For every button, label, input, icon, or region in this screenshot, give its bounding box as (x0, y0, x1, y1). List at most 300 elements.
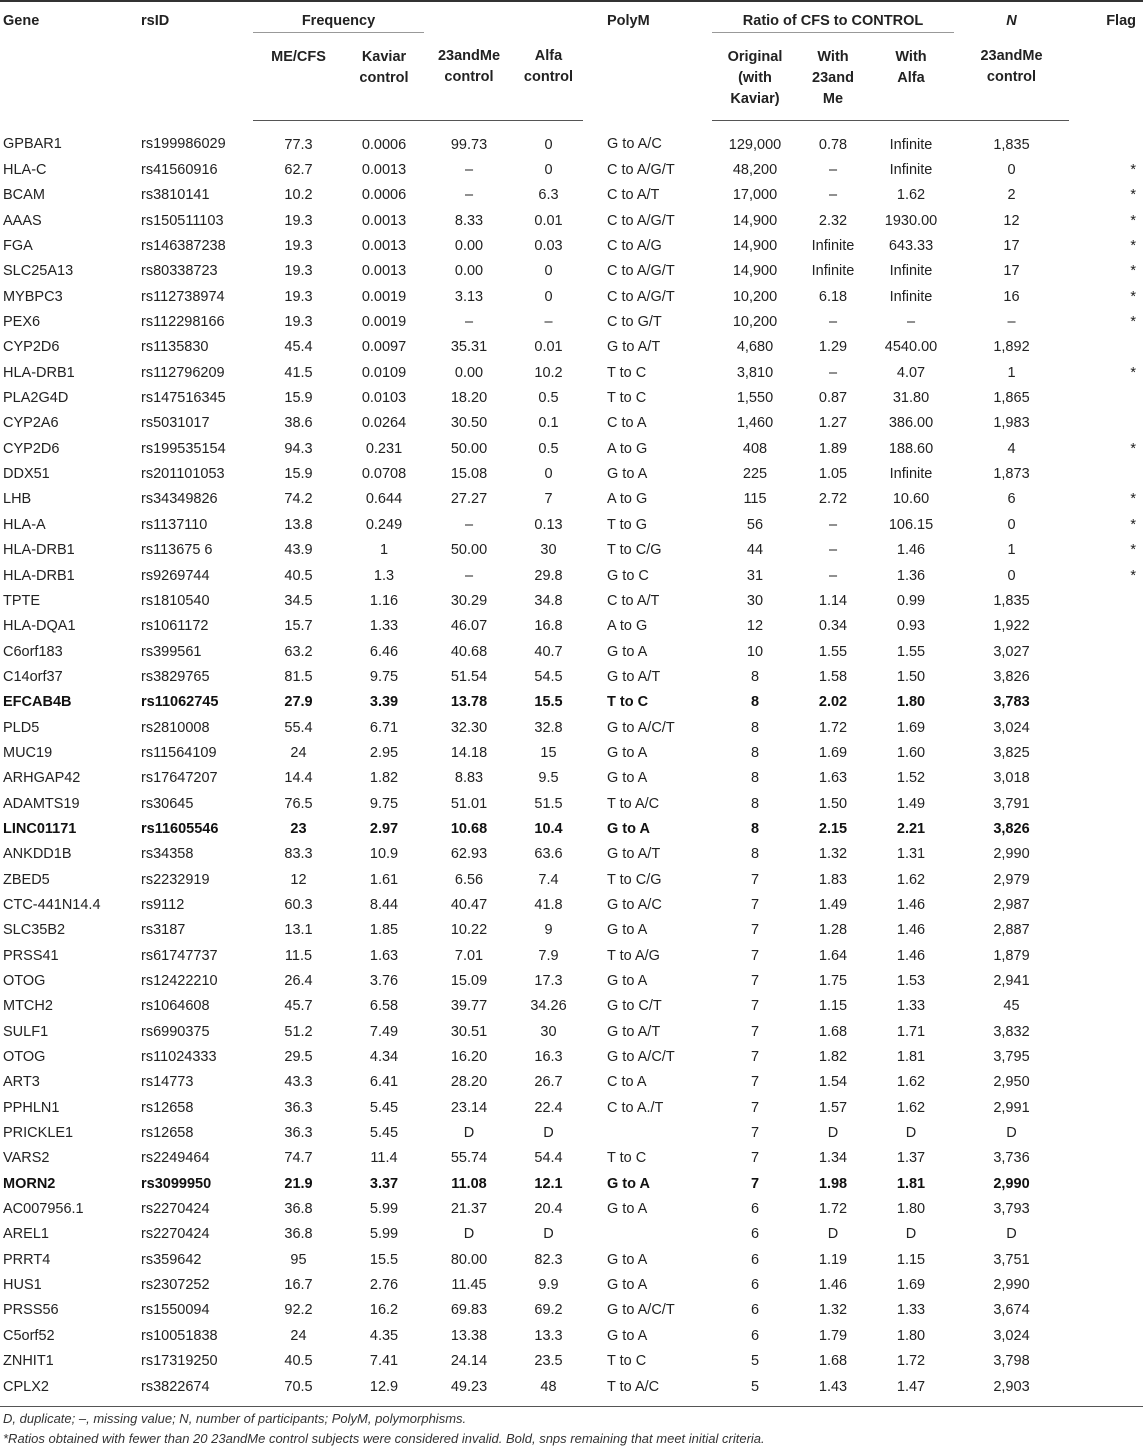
cell-me-cfs: 11.5 (284, 947, 313, 964)
cell-alfa: 51.5 (534, 795, 563, 812)
cell-flag: * (1130, 567, 1136, 584)
cell-gene: ZNHIT1 (3, 1353, 54, 1370)
cell-polym: G to A (607, 770, 648, 787)
cell-n: 45 (1003, 998, 1020, 1015)
cell-original: 5 (712, 1374, 798, 1406)
cell-rsid: rs199535154 (141, 440, 226, 457)
cell-23andme: 0.00 (454, 238, 484, 255)
cell-alfa: D (543, 1226, 554, 1243)
cell-alfa: 29.8 (534, 567, 563, 584)
cell-original: 5 (750, 1353, 760, 1370)
cell-polym (583, 1121, 712, 1146)
cell-me-cfs: 10.2 (284, 187, 313, 204)
cell-flag (1069, 1273, 1143, 1298)
cell-rsid: rs1810540 (141, 592, 210, 609)
cell-n: 4 (1007, 440, 1016, 457)
cell-gene: C6orf183 (3, 643, 63, 660)
cell-alfa: 0.01 (534, 212, 563, 229)
cell-me-cfs: 15.9 (284, 466, 313, 483)
cell-gene: ANKDD1B (3, 846, 72, 863)
cell-original: 1,460 (736, 415, 774, 432)
cell-original: 8 (750, 846, 760, 863)
cell-with-23andme: 1.43 (798, 1374, 868, 1406)
cell-kaviar: 0.0013 (361, 212, 407, 229)
cell-rsid: rs10051838 (141, 1327, 218, 1344)
cell-alfa: 30 (540, 1023, 557, 1040)
cell-flag: * (1130, 162, 1136, 179)
cell-with-alfa: 1.55 (896, 643, 926, 660)
cell-with-alfa: 1.50 (896, 668, 926, 685)
cell-with-23andme: 1.64 (818, 947, 848, 964)
cell-alfa: 9 (544, 922, 553, 939)
cell-polym: G to A (607, 820, 650, 837)
cell-polym: T to C (607, 694, 649, 711)
cell-rsid: rs2307252 (141, 1277, 210, 1294)
cell-with-23andme: 1.27 (818, 415, 848, 432)
header-gene: Gene (3, 13, 40, 29)
cell-with-alfa: – (906, 314, 916, 331)
cell-23andme: – (464, 314, 474, 331)
cell-me-cfs: 81.5 (284, 668, 313, 685)
cell-polym: G to A (607, 922, 648, 939)
cell-flag (1069, 741, 1143, 766)
cell-kaviar: 2.95 (369, 744, 399, 761)
cell-rsid: rs11024333 (141, 1049, 217, 1066)
cell-polym: C to A/G/T (607, 288, 675, 305)
cell-n: 12 (1003, 212, 1020, 229)
cell-original: 8 (750, 719, 760, 736)
cell-kaviar: 7.49 (369, 1023, 399, 1040)
cell-alfa: 41.8 (534, 896, 563, 913)
cell-with-alfa: 1.81 (896, 1049, 926, 1066)
table-row (0, 310, 1143, 335)
cell-23andme: 35.31 (450, 339, 488, 356)
cell-kaviar: 0.249 (365, 516, 403, 533)
cell-kaviar: 1.33 (369, 618, 399, 635)
cell-gene: HLA-DQA1 (3, 618, 76, 635)
cell-with-alfa: 1.46 (896, 896, 926, 913)
cell-gene: ZBED5 (3, 871, 50, 888)
cell-with-23andme: 1.68 (818, 1023, 848, 1040)
cell-kaviar: 0.0013 (361, 238, 407, 255)
cell-rsid: rs12658 (141, 1099, 194, 1116)
cell-gene: MUC19 (3, 744, 53, 761)
cell-with-23andme: 1.19 (818, 1251, 848, 1268)
cell-polym: G to A (607, 1277, 648, 1294)
cell-with-alfa: 1.33 (896, 998, 926, 1015)
cell-me-cfs: 36.8 (284, 1226, 313, 1243)
cell-rsid: rs147516345 (141, 390, 226, 407)
cell-with-23andme: 2.02 (818, 694, 848, 711)
cell-original: 48,200 (732, 162, 778, 179)
cell-alfa: 0 (544, 162, 553, 179)
cell-n: 3,832 (993, 1023, 1030, 1040)
cell-gene: SLC25A13 (3, 263, 74, 280)
cell-flag (1069, 665, 1143, 690)
cell-polym: T to C/G (607, 871, 662, 888)
cell-alfa: 54.4 (534, 1150, 563, 1167)
cell-alfa: 7.4 (538, 871, 559, 888)
table-row (0, 589, 1143, 614)
cell-original: 6 (750, 1201, 760, 1218)
cell-me-cfs: 16.7 (284, 1277, 313, 1294)
cell-23andme: 69.83 (450, 1302, 488, 1319)
cell-kaviar: 3.76 (369, 973, 399, 990)
cell-rsid: rs3810141 (141, 187, 210, 204)
cell-alfa: 0.1 (538, 415, 559, 432)
cell-original: 56 (746, 516, 764, 533)
cell-with-23andme: 1.69 (818, 744, 848, 761)
cell-23andme: 99.73 (450, 136, 488, 153)
cell-alfa: – (544, 314, 553, 331)
table-header (0, 0, 1143, 120)
cell-gene: HLA-DRB1 (3, 364, 75, 381)
cell-me-cfs: 12 (290, 871, 307, 888)
cell-rsid: rs146387238 (141, 238, 226, 255)
cell-original: 6 (750, 1226, 760, 1243)
cell-original: 8 (750, 795, 760, 812)
cell-with-23andme: Infinite (811, 263, 855, 280)
cell-original: 7 (750, 998, 760, 1015)
cell-rsid: rs112796209 (141, 364, 225, 381)
table-row (0, 386, 1143, 411)
cell-rsid: rs1135830 (141, 339, 209, 356)
cell-with-alfa: 1.60 (896, 744, 926, 761)
cell-rsid: rs34358 (141, 846, 194, 863)
cell-original: 7 (750, 1175, 760, 1192)
header-with-23andme: With 23and Me (798, 32, 868, 120)
cell-23andme: 13.78 (450, 694, 488, 711)
cell-original: 7 (750, 1150, 760, 1167)
cell-kaviar: 16.2 (369, 1302, 399, 1319)
cell-23andme: 16.20 (450, 1049, 488, 1066)
header-with-alfa: With Alfa (868, 32, 954, 120)
cell-kaviar: 4.35 (369, 1327, 399, 1344)
cell-me-cfs: 34.5 (284, 592, 313, 609)
table-footnotes (3, 1409, 765, 1449)
cell-kaviar: 0.0097 (361, 339, 407, 356)
cell-me-cfs: 70.5 (253, 1374, 344, 1406)
cell-flag: * (1130, 491, 1136, 508)
cell-n: 3,018 (993, 770, 1030, 787)
cell-gene: ARHGAP42 (3, 770, 81, 787)
cell-original: 8 (750, 668, 760, 685)
cell-polym: G to A/T (607, 1023, 661, 1040)
cell-n: 3,826 (993, 668, 1030, 685)
cell-polym: T to A/C (583, 1374, 712, 1406)
cell-polym: C to A (607, 415, 647, 432)
cell-n: 2,990 (993, 846, 1030, 863)
cell-n: 3,791 (993, 795, 1030, 812)
table-row (0, 994, 1143, 1019)
cell-rsid: rs201101053 (141, 466, 225, 483)
table-row (0, 918, 1143, 943)
cell-with-alfa: 1.62 (896, 1074, 926, 1091)
cell-with-23andme: – (828, 314, 838, 331)
cell-me-cfs: 95 (290, 1251, 307, 1268)
cell-n: 2 (1007, 187, 1016, 204)
cell-gene: PRSS41 (3, 947, 59, 964)
cell-me-cfs: 43.3 (284, 1074, 313, 1091)
cell-with-23andme: 1.72 (818, 1201, 848, 1218)
cell-with-23andme: 2.32 (818, 212, 848, 229)
table-row (0, 1020, 1143, 1045)
cell-gene: TPTE (3, 592, 41, 609)
cell-23andme: 30.51 (450, 1023, 488, 1040)
cell-original: 7 (750, 1023, 760, 1040)
cell-rsid: rs2232919 (141, 871, 210, 888)
cell-gene: CYP2D6 (3, 339, 60, 356)
cell-n: 3,027 (993, 643, 1030, 660)
cell-flag (1069, 842, 1143, 867)
cell-kaviar: 0.0264 (361, 415, 407, 432)
header-me-cfs: ME/CFS (253, 32, 344, 120)
cell-flag (1069, 1020, 1143, 1045)
cell-with-alfa: Infinite (889, 136, 933, 153)
cell-with-alfa: 0.99 (896, 592, 926, 609)
cell-rsid: rs14773 (141, 1074, 194, 1091)
cell-23andme: 55.74 (450, 1150, 488, 1167)
table-row (0, 715, 1143, 740)
cell-n: 6 (1007, 491, 1016, 508)
cell-original: 129,000 (728, 136, 782, 153)
cell-with-alfa: 1.49 (896, 795, 926, 812)
table-row (0, 1096, 1143, 1121)
cell-gene: PRSS56 (3, 1302, 59, 1319)
cell-with-alfa: 1.80 (896, 1201, 926, 1218)
cell-flag (1069, 766, 1143, 791)
cell-23andme: 50.00 (450, 440, 488, 457)
cell-flag: * (1130, 288, 1136, 305)
cell-with-23andme: 1.29 (818, 339, 848, 356)
table-row (0, 791, 1143, 816)
cell-flag (1069, 1121, 1143, 1146)
cell-n: 3,795 (993, 1049, 1030, 1066)
cell-polym: A to G (607, 618, 648, 635)
cell-with-23andme: – (828, 162, 838, 179)
header-ratio: Ratio of CFS to CONTROL (712, 0, 954, 32)
table-row (0, 563, 1143, 588)
cell-kaviar: 12.9 (344, 1374, 424, 1406)
cell-with-23andme: 2.15 (818, 820, 848, 837)
cell-n: 0 (1007, 516, 1016, 533)
cell-23andme: – (464, 567, 474, 584)
cell-23andme: 32.30 (450, 719, 488, 736)
table-row (0, 1298, 1143, 1323)
cell-alfa: 23.5 (534, 1353, 563, 1370)
cell-n: 3,793 (993, 1201, 1030, 1218)
cell-flag (1069, 335, 1143, 360)
cell-n: 17 (1003, 238, 1020, 255)
cell-alfa: 10.4 (534, 820, 563, 837)
cell-me-cfs: 26.4 (284, 973, 313, 990)
cell-alfa: 0 (544, 288, 553, 305)
cell-me-cfs: 15.9 (284, 390, 313, 407)
cell-kaviar: 7.41 (369, 1353, 399, 1370)
cell-gene: BCAM (3, 187, 45, 204)
cell-with-23andme: 0.78 (818, 136, 848, 153)
cell-with-alfa: 1.62 (896, 1099, 926, 1116)
cell-gene: VARS2 (3, 1150, 50, 1167)
cell-me-cfs: 76.5 (284, 795, 313, 812)
cell-23andme: 8.33 (454, 212, 484, 229)
cell-me-cfs: 83.3 (284, 846, 313, 863)
cell-n: D (1006, 1125, 1017, 1142)
cell-with-23andme: Infinite (811, 238, 855, 255)
cell-with-alfa: 386.00 (888, 415, 934, 432)
cell-me-cfs: 21.9 (284, 1175, 313, 1192)
cell-23andme: 18.20 (450, 390, 488, 407)
cell-original: 3,810 (736, 364, 774, 381)
cell-23andme: 0.00 (454, 364, 484, 381)
cell-n: 2,990 (993, 1175, 1030, 1192)
cell-kaviar: 1.82 (369, 770, 399, 787)
cell-me-cfs: 74.7 (284, 1150, 313, 1167)
cell-polym: G to A/T (607, 846, 661, 863)
cell-gene: MYBPC3 (3, 288, 63, 305)
cell-me-cfs: 94.3 (284, 440, 313, 457)
cell-me-cfs: 24 (290, 1327, 307, 1344)
cell-original: 8 (750, 744, 760, 761)
cell-rsid: rs12422210 (141, 973, 218, 990)
header-flag: Flag (1106, 13, 1136, 29)
footnote-abbreviations: D, duplicate; –, missing value; N, number of participants; PolyM, polymorphisms. (3, 1411, 467, 1426)
cell-original: 8 (750, 694, 760, 711)
cell-n: 2,991 (993, 1099, 1030, 1116)
cell-gene: PEX6 (3, 314, 41, 331)
cell-me-cfs: 51.2 (284, 1023, 313, 1040)
table-row (0, 513, 1143, 538)
cell-original: 10,200 (732, 288, 778, 305)
cell-original: 8 (750, 770, 760, 787)
cell-flag: * (1130, 314, 1136, 331)
cell-polym: G to A (607, 1175, 650, 1192)
cell-gene: PRICKLE1 (3, 1125, 74, 1142)
cell-with-23andme: 0.34 (818, 618, 848, 635)
cell-with-23andme: – (828, 567, 838, 584)
cell-rsid: rs2270424 (141, 1226, 210, 1243)
cell-with-alfa: D (905, 1226, 917, 1243)
cell-gene: AAAS (3, 212, 42, 229)
table-row (0, 741, 1143, 766)
table-row (0, 259, 1143, 284)
cell-alfa: 10.2 (534, 364, 563, 381)
cell-alfa: 15 (540, 744, 557, 761)
cell-kaviar: 1.3 (373, 567, 395, 584)
cell-with-23andme: 1.32 (818, 1302, 848, 1319)
cell-flag (1069, 1070, 1143, 1095)
cell-n: 3,736 (993, 1150, 1030, 1167)
table-row (0, 335, 1143, 360)
cell-rsid: rs6990375 (141, 1023, 210, 1040)
cell-flag (1069, 690, 1143, 715)
header-n: N (1006, 13, 1017, 29)
cell-flag (1069, 589, 1143, 614)
cell-me-cfs: 14.4 (284, 770, 313, 787)
cell-kaviar: 1.61 (369, 871, 399, 888)
cell-alfa: 54.5 (534, 668, 563, 685)
cell-gene: CYP2D6 (3, 440, 60, 457)
cell-with-alfa: 1.71 (896, 1023, 926, 1040)
cell-kaviar: 0.644 (365, 491, 403, 508)
cell-with-23andme: 1.79 (818, 1327, 848, 1344)
cell-original: 4,680 (736, 339, 774, 356)
cell-gene: EFCAB4B (3, 694, 72, 711)
cell-with-alfa: 1.47 (868, 1374, 954, 1406)
cell-me-cfs: 36.3 (284, 1099, 313, 1116)
cell-flag: * (1130, 364, 1136, 381)
table-row (0, 842, 1143, 867)
cell-kaviar: 3.37 (369, 1175, 399, 1192)
cell-original: 10,200 (732, 314, 778, 331)
cell-gene: C14orf37 (3, 668, 63, 685)
cell-alfa: 69.2 (534, 1302, 563, 1319)
cell-alfa: 0.03 (534, 238, 563, 255)
cell-kaviar: 0.0013 (361, 263, 407, 280)
cell-flag (1069, 120, 1143, 158)
cell-flag (1069, 994, 1143, 1019)
cell-rsid: rs2249464 (141, 1150, 210, 1167)
cell-flag (1069, 969, 1143, 994)
cell-n: 1,922 (993, 618, 1030, 635)
cell-23andme: – (464, 187, 474, 204)
cell-23andme: 8.83 (454, 770, 484, 787)
table-row (0, 1324, 1143, 1349)
cell-alfa: 30 (540, 542, 557, 559)
cell-alfa: 16.8 (534, 618, 563, 635)
cell-gene: PLA2G4D (3, 390, 69, 407)
cell-gene: SLC35B2 (3, 922, 66, 939)
cell-23andme: 40.47 (450, 896, 488, 913)
cell-kaviar: 0.0109 (361, 364, 407, 381)
cell-n: D (1006, 1226, 1017, 1243)
cell-23andme: 10.68 (450, 820, 488, 837)
cell-polym: G to A (607, 466, 648, 483)
cell-me-cfs: 15.7 (284, 618, 313, 635)
cell-n: 16 (1003, 288, 1020, 305)
cell-me-cfs: 45.7 (284, 998, 313, 1015)
cell-flag (1069, 1248, 1143, 1273)
cell-original: 30 (746, 592, 764, 609)
cell-original: 7 (750, 871, 760, 888)
cell-with-alfa: 31.80 (892, 390, 930, 407)
cell-with-alfa: 1.69 (896, 719, 926, 736)
cell-with-alfa: 1.46 (896, 947, 926, 964)
cell-polym: G to A (607, 1327, 648, 1344)
cell-rsid: rs34349826 (141, 491, 218, 508)
cell-rsid: rs61747737 (141, 947, 218, 964)
cell-with-alfa: 106.15 (888, 516, 934, 533)
cell-with-alfa: D (905, 1125, 917, 1142)
cell-kaviar: 6.71 (369, 719, 399, 736)
cell-kaviar: 6.58 (369, 998, 399, 1015)
cell-alfa: 6.3 (538, 187, 559, 204)
cell-23andme: 50.00 (450, 542, 488, 559)
cell-alfa: 40.7 (534, 643, 563, 660)
cell-n: 2,941 (993, 973, 1030, 990)
cell-alfa: 34.8 (534, 592, 563, 609)
cell-with-alfa: 4540.00 (884, 339, 938, 356)
cell-kaviar: 0.0006 (361, 187, 407, 204)
cell-polym: G to A (607, 1201, 648, 1218)
cell-alfa: 17.3 (534, 973, 563, 990)
cell-with-alfa: 1.46 (896, 542, 926, 559)
cell-gene: CYP2A6 (3, 415, 59, 432)
cell-23andme: D (463, 1125, 475, 1142)
cell-alfa: 15.5 (534, 694, 563, 711)
cell-with-alfa: 1.37 (896, 1150, 926, 1167)
cell-23andme: 6.56 (454, 871, 484, 888)
